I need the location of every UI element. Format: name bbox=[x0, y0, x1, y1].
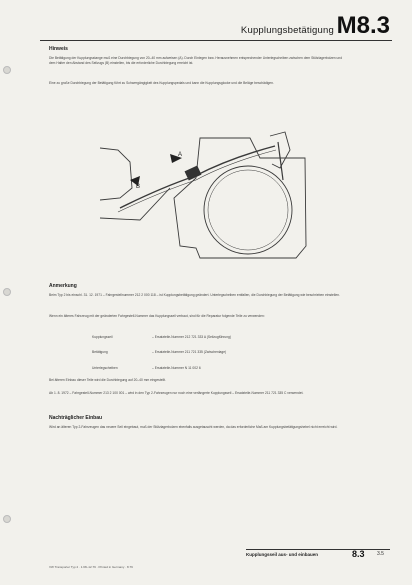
page-title: Kupplungsbetätigung bbox=[240, 25, 334, 36]
clutch-cable bbox=[120, 146, 275, 208]
anmerkung-paragraph: Beim Typ 2 bis einschl. 31. 12. 1971 – Fahrgestellnummer 212 2 000 118 – ist Kupplungsbetätigung geändert. Unterlegscheiben entfallen, die Durchbiegung der Betätigung wie beschrieben einstellen. bbox=[49, 293, 340, 297]
part-label: Betätigung bbox=[92, 350, 108, 354]
anmerkung-paragraph-2: Wenn ein älteres Fahrzeug mit der geänderten Fahrgestell-Nummer das Kupplungsseil verbaut, sind für die Reparatur folgende Teile zu verwenden: bbox=[49, 314, 265, 318]
footer-section-code: 8.3 bbox=[352, 549, 365, 559]
part-value: – Ersatzteile-Nummer 211 721 335 (Zwischenlage) bbox=[152, 350, 227, 354]
binding-hole bbox=[3, 515, 11, 523]
page-number: 3.5 bbox=[377, 551, 384, 557]
part-value: – Ersatzteile-Nummer 212 721 333 A (Seilzugführung) bbox=[152, 335, 231, 339]
release-lever bbox=[270, 132, 290, 168]
print-note: VW Transporter Typ 2 · 1.68–12.79 · Printed in Germany · 8.79 bbox=[49, 565, 133, 569]
nachtraeglich-heading: Nachträglicher Einbau bbox=[49, 415, 103, 421]
binding-hole bbox=[3, 288, 11, 296]
header-divider bbox=[40, 40, 392, 41]
figure-label-a: A bbox=[178, 152, 183, 158]
footer-divider bbox=[246, 549, 390, 550]
bell-housing bbox=[204, 166, 292, 254]
figure-label-b: B bbox=[136, 184, 141, 190]
hinweis-paragraph-2: Eine zu große Durchbiegung der Betätigung führt zu Schwergängigkeit des Kupplungspedals und kann die Kupplungsglocke und die Beläge beschädigen. bbox=[49, 81, 274, 85]
hinweis-paragraph: Die Betätigung der Kupplungsstange muß eine Durchbiegung von 20–40 mm aufweisen (A). Durch Einlegen bzw. Herausnehmen entsprechender Unterlegscheiben zwischen dem Stützlagerbolzen und dem Halter den Abstand des Seilzugs (B) einstellen, bis die erforderliche Durchbiegung erreicht ist. bbox=[49, 56, 343, 66]
part-value: – Ersatzteile-Nummer N 11 002 6 bbox=[152, 366, 201, 370]
part-label: Kupplungsseil bbox=[92, 335, 113, 339]
footer-title: Kupplungsseil aus- und einbauen bbox=[246, 552, 319, 557]
clutch-cable-diagram bbox=[100, 128, 322, 260]
anmerkung-heading: Anmerkung bbox=[49, 283, 77, 289]
part-label: Unterlegscheiben bbox=[92, 366, 118, 370]
nachtraeglich-paragraph: Wird an älteren Typ 2-Fahrzeugen das neuere Seil eingebaut, muß der Stützlagerbolzen ebenfalls ausgetauscht werden, da das erforderliche Maß am Kupplungsbetätigungshebel nicht erreicht wird. bbox=[49, 425, 338, 429]
anmerkung-paragraph-3: Bei älteren Einbau dieser Teile wird die Durchbiegung auf 20–40 mm eingestellt. bbox=[49, 378, 166, 382]
hinweis-heading: Hinweis bbox=[49, 46, 68, 52]
section-code: M8.3 bbox=[336, 12, 390, 39]
anmerkung-paragraph-4: Ab 1. 8. 1972 – Fahrgestell-Nummer 213 2 100 001 – wird in den Typ 2-Fahrzeugen nur noch eine verlängerte Kupplungsseil – Ersatzteile-Nummer 211 721 335 C verwendet. bbox=[49, 391, 304, 395]
frame-outline bbox=[100, 148, 132, 200]
binding-hole bbox=[3, 66, 11, 74]
